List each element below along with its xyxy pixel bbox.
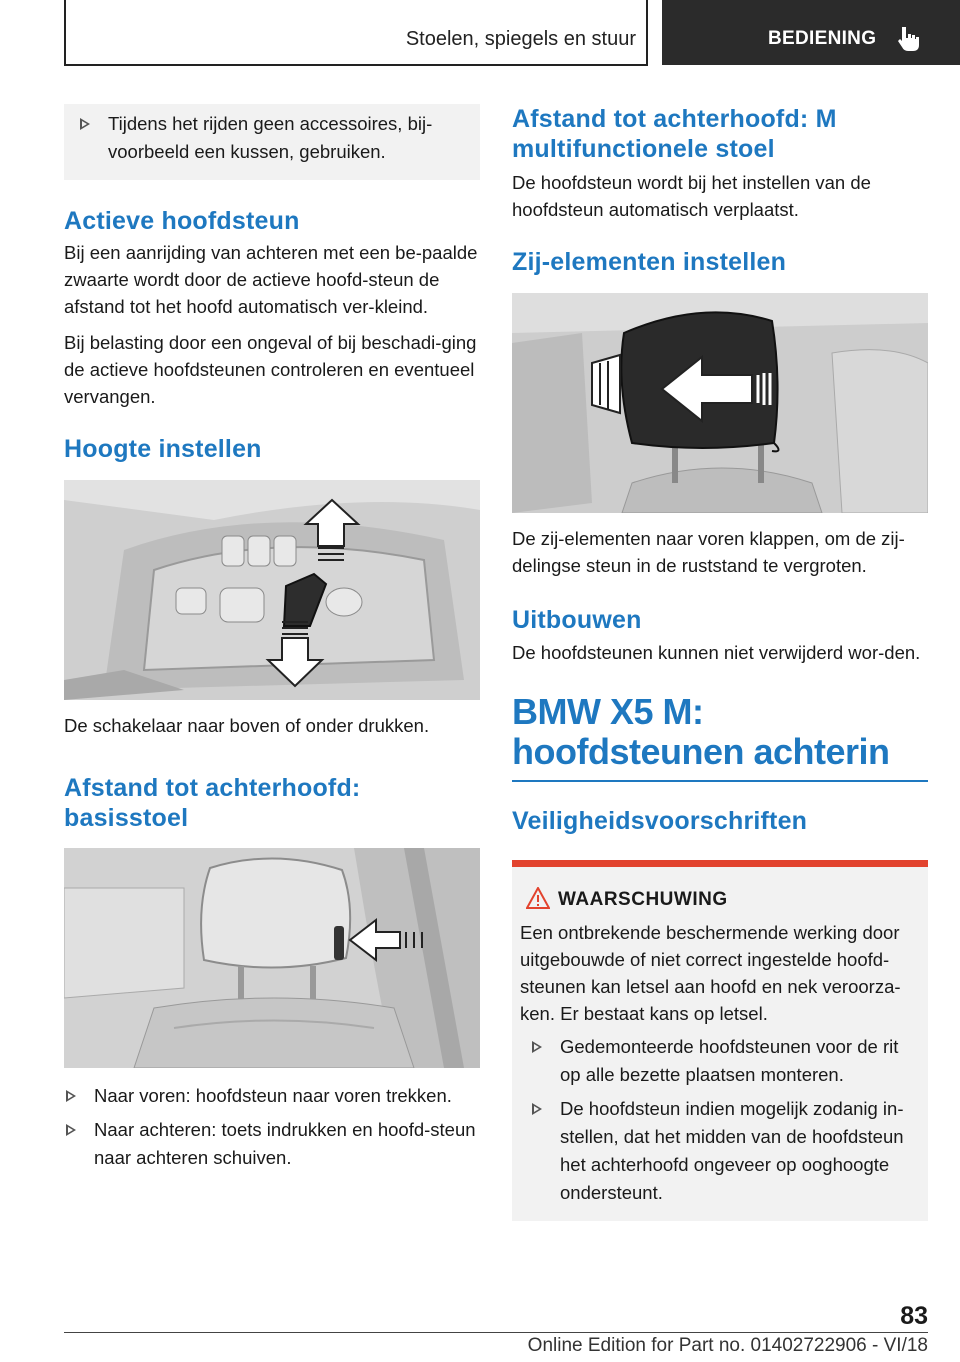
- list-item: [530, 1033, 920, 1089]
- warning-text: Een ontbrekende beschermende werking door uitgebouwde of niet correct ingestelde hoofd-steunen kan letsel aan hoofd en nek veroorza-ken. Er bestaat kans op letsel.: [520, 922, 901, 1024]
- seat-switch-illustration: [64, 480, 480, 700]
- m-seat-text: De hoofdsteun wordt bij het instellen van de hoofdsteun automatisch verplaatst.: [512, 172, 871, 220]
- seat-switch-image: [64, 480, 480, 700]
- warning-item-1: Gedemonteerde hoofdsteunen voor de rit op alle bezette plaatsen monteren.: [560, 1036, 899, 1085]
- left-column: [64, 104, 480, 1172]
- warning-heading: [520, 887, 920, 913]
- warning-label: WAARSCHUWING: [558, 889, 728, 910]
- triangle-bullet-icon: [532, 1041, 542, 1053]
- list-item: [530, 1095, 920, 1207]
- headrest-basic-illustration: [64, 848, 480, 1068]
- edition-text: Online Edition for Part no. 01402722906 - VI/18: [527, 1335, 928, 1356]
- active-headrest-title: Actieve hoofdsteun: [64, 207, 300, 235]
- warning-triangle-icon: [526, 887, 550, 909]
- header-left-divider: [64, 0, 66, 65]
- side-elements-caption: De zij-elementen naar voren klappen, om de zij-delingse steun in de ruststand te vergroten.: [512, 528, 905, 576]
- list-item: [64, 1116, 480, 1172]
- page-number: 83: [900, 1302, 928, 1330]
- distance-title: Afstand tot achterhoofd: basisstoel: [64, 774, 361, 832]
- right-column: [512, 104, 928, 1221]
- active-headrest-p2: Bij belasting door een ongeval of bij beschadi-ging de actieve hoofdsteunen controleren en eventueel vervangen.: [64, 332, 477, 407]
- footer-rule: [64, 1332, 928, 1333]
- header-right-divider: [646, 0, 648, 65]
- header-rule: [64, 64, 648, 66]
- distance-item-1: Naar voren: hoofdsteun naar voren trekken.: [94, 1085, 452, 1106]
- active-headrest-p1: Bij een aanrijding van achteren met een be-paalde zwaarte wordt door de actieve hoofd-steun de afstand tot het hoofd automatisch ver-kleind.: [64, 242, 478, 317]
- list-item: [64, 1082, 480, 1110]
- warning-box: [512, 860, 928, 1221]
- list-item: [78, 110, 466, 166]
- remove-title: Uitbouwen: [512, 606, 642, 634]
- height-title: Hoogte instellen: [64, 435, 262, 463]
- top-note-box: [64, 104, 480, 180]
- title-rule: [512, 780, 928, 782]
- chapter-tab-label: BEDIENING: [768, 28, 877, 49]
- distance-item-2: Naar achteren: toets indrukken en hoofd-steun naar achteren schuiven.: [94, 1119, 476, 1168]
- side-elements-image: [512, 293, 928, 513]
- side-elements-illustration: [512, 293, 928, 513]
- triangle-bullet-icon: [66, 1090, 76, 1102]
- distance-list: [64, 1082, 480, 1172]
- side-elements-title: Zij-elementen instellen: [512, 248, 787, 276]
- safety-title: Veiligheidsvoorschriften: [512, 807, 808, 835]
- section-title: Stoelen, spiegels en stuur: [405, 28, 636, 50]
- remove-text: De hoofdsteunen kunnen niet verwijderd wor-den.: [512, 642, 921, 663]
- top-note-text: Tijdens het rijden geen accessoires, bij-voorbeeld een kussen, gebruiken.: [108, 113, 433, 162]
- pointing-hand-icon: [896, 25, 922, 53]
- x5m-rear-headrests-title: BMW X5 M: hoofdsteunen achterin: [512, 691, 890, 772]
- chapter-tab[interactable]: [662, 0, 960, 65]
- triangle-bullet-icon: [532, 1103, 542, 1115]
- m-seat-title: Afstand tot achterhoofd: M multifunctionele stoel: [512, 105, 837, 163]
- warning-item-2: De hoofdsteun indien mogelijk zodanig in-stellen, dat het midden van de hoofdsteun het achterhoofd ongeveer op ooghoogte ondersteunt.: [560, 1098, 904, 1203]
- triangle-bullet-icon: [80, 118, 90, 130]
- height-caption: De schakelaar naar boven of onder drukken.: [64, 715, 430, 736]
- triangle-bullet-icon: [66, 1124, 76, 1136]
- headrest-basic-image: [64, 848, 480, 1068]
